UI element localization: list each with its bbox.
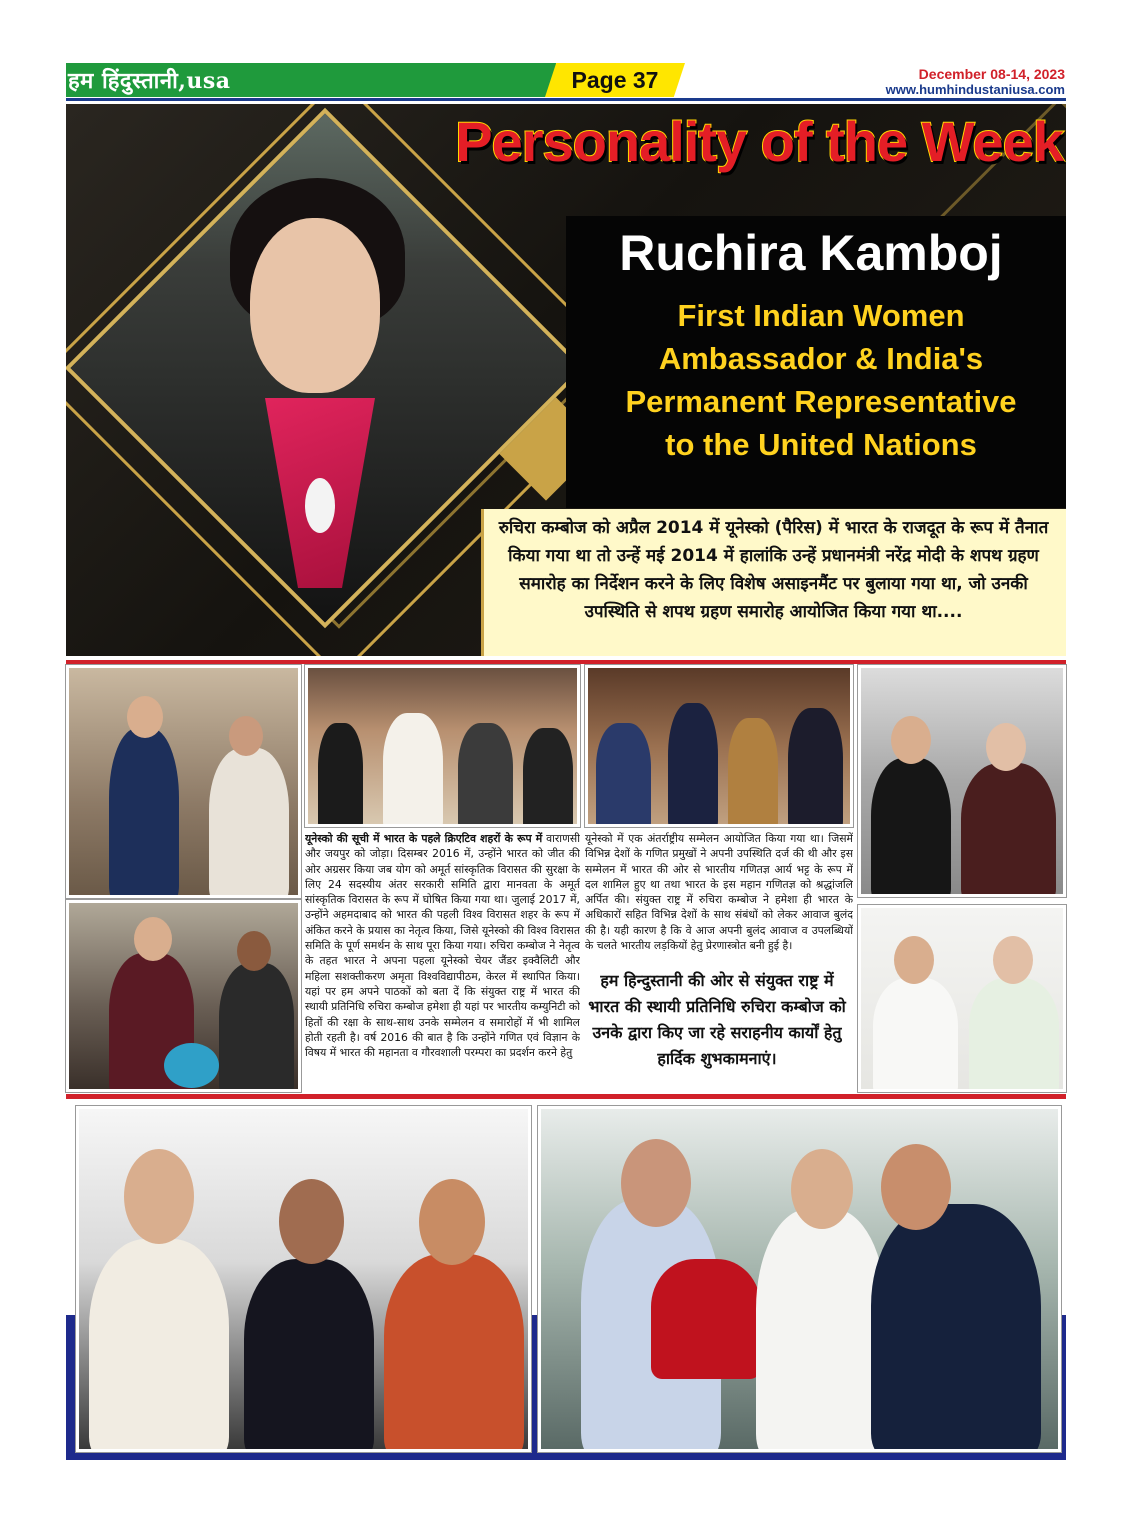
issue-date: December 08-14, 2023 (918, 66, 1065, 82)
section-rule (66, 1094, 1066, 1099)
hero-section (66, 104, 1066, 656)
subtitle-line: Ambassador & India's (658, 341, 984, 376)
photo-with-sri-sri (305, 665, 580, 827)
photo-greeting-dignitaries (538, 1106, 1061, 1452)
photo-two-women-seated (858, 905, 1066, 1092)
photo-three-women (76, 1106, 531, 1452)
greeting-message: हम हिन्दुस्तानी की ओर से संयुक्त राष्ट्र में भारत की स्थायी प्रतिनिधि रुचिरा कम्बोज को उनके द्वारा किए जा रहे सराहनीय कार्यों हेतु हार्दिक शुभकामनाएं। (588, 971, 846, 1068)
page-number: Page 37 (571, 67, 659, 93)
article-column-2 (585, 831, 853, 966)
photo-with-biden (66, 665, 301, 898)
feature-title: Personality of the Week (455, 110, 1063, 173)
website-url: www.humhindustaniusa.com (885, 82, 1065, 97)
article-column-1 (305, 831, 580, 1094)
subtitle-line: to the United Nations (665, 427, 977, 462)
subtitle-line: Permanent Representative (625, 384, 1017, 419)
photo-group-delegation (585, 665, 853, 827)
section-rule (66, 660, 1066, 664)
article-body: वाराणसी और जयपुर को जोड़ा। दिसम्बर 2016 में, उन्होंने भारत को जीत की ओर अग्रसर किया जब योग को अमूर्त सांस्कृतिक विरासत की सुरक्षा के लिए 24 सदस्यीय अंतर सरकारी समिति द्वारा मानवता के अमूर्त सांस्कृतिक विरासत के रूप में घोषित किया गया था। जुलाई 2017 में, उन्होंने अहमदाबाद को भारत की पहली विश्व विरासत शहर के रूप में अंकित करने के प्रयास का नेतृत्व किया, जिसे यूनेस्को की विश्व विरासत समिति के पूर्ण समर्थन के साथ पूरा किया गया। रुचिरा कम्बोज ने नेतृत्व के तहत भारत ने अपना पहला यूनेस्को चेयर जैंडर इक्वैलिटी और महिला सशक्तीकरण अमृता विश्वविद्यापीठम, केरल में स्थापित किया। यहां पर हम अपने पाठकों को बता दें कि संयुक्त राष्ट्र में भारत की स्थायी प्रतिनिधि रुचिरा कम्बोज हमेशा ही यहां पर भारतीय कम्युनिटी को हितों की रक्षा के साथ-साथ उनके सम्मेलन व समारोहों में भी शामिल होती रहती है। वर्ष 2016 की बात है कि उन्होंने गणित एवं विज्ञान के विषय में भारत की महानता व गौरवशाली परम्परा का प्रदर्शन करने हेतु (305, 832, 580, 1060)
header-rule (66, 98, 1066, 101)
person-name: Ruchira Kamboj (619, 225, 1003, 281)
article-lede: यूनेस्को की सूची में भारत के पहले क्रिएटिव शहरों के रूप में (305, 832, 543, 845)
masthead-logo: हम हिंदुस्तानी,usa (68, 68, 231, 94)
subtitle-line: First Indian Women (677, 298, 965, 333)
article-body: यूनेस्को में एक अंतर्राष्ट्रीय सम्मेलन आयोजित किया गया था। जिसमें विभिन्न देशों के गणित प्रमुखों ने अपनी उपस्थिति दर्ज की थी और इस सम्मेलन में भारत की ओर से भारतीय गणितज्ञ आर्य भट्ट के रूप में दल शामिल हुए था तथा भारत के इस महान गणितज्ञ को श्रद्धांजलि अर्पित की। संयुक्त राष्ट्र में रुचिरा कम्बोज ने हमेशा ही भारत के अधिकारों सहित विभिन्न देशों के साथ संबंधों को लेकर आवाज बुलंद की है। यही कारण है कि वे आज अपनी बुलंद आवाज व उपलब्धियों के चलते भारतीय लड़कियों हेतु प्रेरणास्त्रोत बनी हुई है। (585, 832, 853, 953)
photo-two-women-event (858, 665, 1066, 897)
intro-text: रुचिरा कम्बोज को अप्रैल 2014 में यूनेस्को (पैरिस) में भारत के राजदूत के रूप में तैनात किया गया था तो उन्हें मई 2014 में हालांकि उन्हें प्रधानमंत्री नरेंद्र मोदी के शपथ ग्रहण समारोह का निर्देशन करने के लिए विशेष असाइनमैंट पर बुलाया गया था, जो उनकी उपस्थिति से शपथ ग्रहण समारोह आयोजित किया गया था.... (498, 518, 1049, 622)
photo-gift-ceremony (66, 900, 301, 1092)
person-subtitle (586, 294, 1056, 466)
